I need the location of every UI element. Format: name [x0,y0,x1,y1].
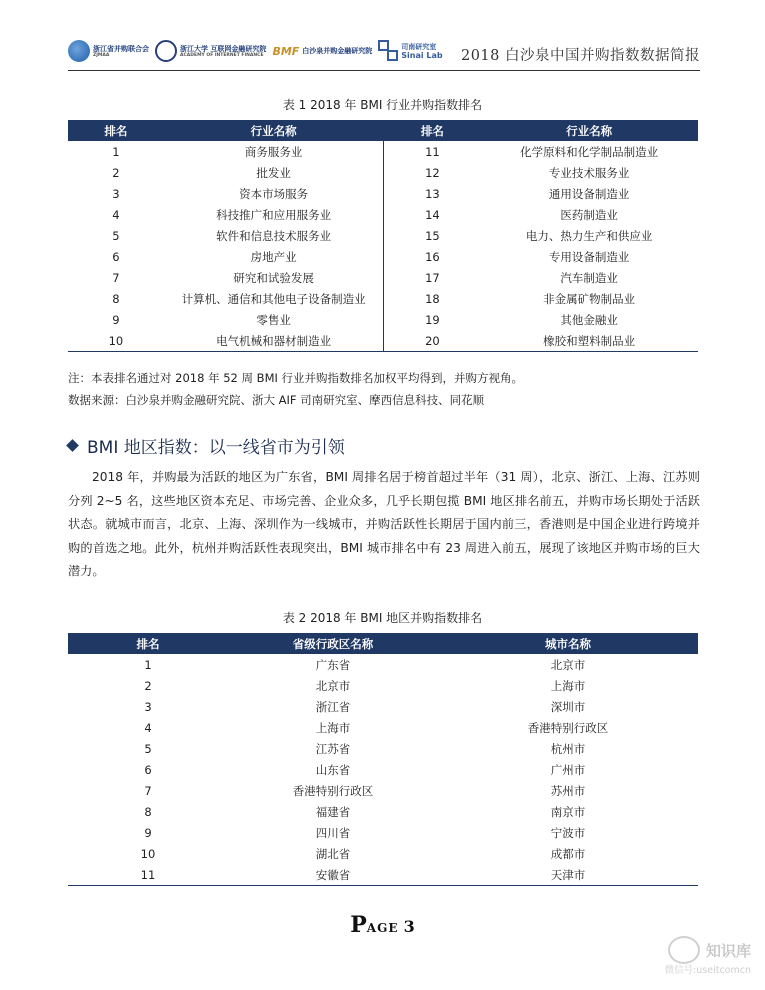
table-cell: 非金属矿物制品业 [543,291,636,306]
table-cell: 电力、热力生产和供应业 [525,228,653,243]
table-row [68,330,698,352]
table-cell: 江苏省 [315,741,351,756]
logo-bmf [272,45,372,58]
table-cell: 9 [144,825,152,840]
sinai-lab-icon [378,40,398,62]
table-cell: 商务服务业 [164,141,384,162]
table-cell: 通用设备制造业 [548,186,630,201]
table-row [68,309,698,330]
table-cell: 汽车制造业 [560,270,618,285]
table-cell: 医药制造业 [560,207,618,222]
region-ranking-table [68,633,698,886]
col-industry: 行业名称 [164,120,384,141]
table-cell: 3 [144,699,152,714]
table-cell: 10 [68,330,164,352]
table-cell: 20 [384,330,480,352]
table-cell: 零售业 [164,309,384,330]
table-row [68,717,698,738]
table-row [68,225,698,246]
watermark-account: 微信号:useitcomcn [664,965,751,976]
table-row [68,864,698,886]
table-row [68,759,698,780]
table-cell: 5 [112,228,120,243]
table-cell: 5 [144,741,152,756]
table-cell: 资本市场服务 [164,183,384,204]
table-cell: 北京市 [315,678,351,693]
table-cell: 苏州市 [550,783,586,798]
table-cell: 湖北省 [315,846,351,861]
page-prefix-big: P [350,912,367,938]
logo-name: 浙江省并购联合会 [93,44,149,53]
wechat-icon [668,936,700,964]
col-province: 省级行政区名称 [228,633,438,654]
table-cell: 15 [425,228,440,243]
report-title: 2018 白沙泉中国并购指数数据简报 [460,48,700,64]
col-rank: 排名 [384,120,480,141]
table-cell: 香港特别行政区 [527,720,609,735]
table-cell: 天津市 [438,864,698,886]
diamond-bullet-icon [66,439,79,452]
table1-caption: 表 1 2018 年 BMI 行业并购指数排名 [282,98,483,112]
table-cell: 18 [425,291,440,306]
table-cell: 深圳市 [550,699,586,714]
table-cell: 研究和试验发展 [164,267,384,288]
table-cell: 杭州市 [550,741,586,756]
table-cell: 四川省 [315,825,351,840]
table-cell: 7 [144,783,152,798]
table-cell: 专业技术服务业 [548,165,630,180]
table-cell: 房地产业 [164,246,384,267]
table-cell: 13 [425,186,440,201]
header-divider [68,70,700,71]
table-row [68,696,698,717]
watermark-brand: 知识库 [705,941,751,960]
logo-sinai [378,40,442,62]
col-rank: 排名 [68,633,228,654]
table-cell: 17 [425,270,440,285]
table2-caption: 表 2 2018 年 BMI 地区并购指数排名 [282,611,483,625]
logo-zju [155,40,266,62]
table-cell: 广州市 [550,762,586,777]
table-cell: 香港特别行政区 [292,783,374,798]
table-cell: 山东省 [315,762,351,777]
col-industry: 行业名称 [480,120,698,141]
page-prefix-small: AGE [366,921,399,935]
table-cell: 2 [144,678,152,693]
table-row [68,654,698,675]
table-cell: 6 [144,762,152,777]
table-cell: 12 [425,165,440,180]
zjmaa-emblem-icon [68,40,90,62]
table1-note: 注：本表排名通过对 2018 年 52 周 BMI 行业并购指数排名加权平均得到，并购方视角。 [68,371,524,385]
table-cell: 8 [144,804,152,819]
table-row [68,141,698,162]
table-row [68,738,698,759]
table-cell: 4 [112,207,120,222]
table-cell: 16 [425,249,440,264]
table-cell: 计算机、通信和其他电子设备制造业 [164,288,384,309]
logo-sub: Sinai Lab [401,50,443,60]
page-number-value: 3 [403,917,415,936]
table-cell: 橡胶和塑料制品业 [480,330,698,352]
table-cell: 11 [68,864,228,886]
table-row [68,246,698,267]
logo-name: 白沙泉并购金融研究院 [302,47,373,55]
logo-name: 浙江大学 [180,44,208,53]
table-cell: 北京市 [550,657,586,672]
zju-seal-icon [155,40,177,62]
table-cell: 成都市 [550,846,586,861]
table-cell: 上海市 [550,678,586,693]
table-row [68,843,698,864]
table-cell: 化学原料和化学制品制造业 [520,144,659,159]
table-cell: 11 [425,144,440,159]
table-cell: 10 [140,846,156,861]
table-cell: 3 [112,186,120,201]
table-row [68,780,698,801]
table-cell: 6 [112,249,120,264]
table-cell: 南京市 [550,804,586,819]
table-cell: 批发业 [164,162,384,183]
logo-zjmaa [68,40,149,62]
table-header-row [68,633,698,654]
section-heading [68,433,345,458]
table-cell: 安徽省 [228,864,438,886]
table-cell: 2 [112,165,120,180]
table-cell: 软件和信息技术服务业 [164,225,384,246]
table-cell: 科技推广和应用服务业 [164,204,384,225]
table1-source: 数据来源：白沙泉并购金融研究院、浙大 AIF 司南研究室、摩西信息科技、同花顺 [68,393,485,407]
table-cell: 1 [112,144,120,159]
table-cell: 浙江省 [315,699,351,714]
logo-sub: ACADEMY OF INTERNET FINANCE [180,52,264,58]
body-paragraph: 2018 年，并购最为活跃的地区为广东省，BMI 周排名居于榜首超过半年（31 周），北京、浙江、上海、江苏则分列 2~5 名，这些地区资本充足、市场完善、企业众多，几乎长期包揽 BMI 地区排名前五，并购市场长期处于活跃状态。就城市而言，北京、上海、深圳作为一线城市，并购活跃性长期居于国内前三，香港则是中国企业进行跨境并购的首选之地。此外，杭州并购活跃性表现突出，BMI 城市排名中有 23 周进入前五，展现了该地区并购市场的巨大潜力。 [68,470,700,578]
page-number [0,912,765,938]
bmf-mark-icon: BMF [272,44,300,58]
table-cell: 专用设备制造业 [548,249,630,264]
table-cell: 4 [144,720,152,735]
table-row [68,288,698,309]
table-cell: 上海市 [315,720,351,735]
industry-ranking-table [68,120,698,352]
table-header-row [68,120,698,141]
table-row [68,162,698,183]
table-row [68,267,698,288]
table-cell: 广东省 [315,657,351,672]
table-cell: 其他金融业 [560,312,618,327]
table-cell: 宁波市 [550,825,586,840]
section-title: BMI 地区指数：以一线省市为引领 [87,438,345,458]
table-cell: 14 [425,207,440,222]
table-row [68,675,698,696]
table-cell: 1 [144,657,152,672]
table-cell: 电气机械和器材制造业 [164,330,384,352]
table-cell: 福建省 [315,804,351,819]
col-city: 城市名称 [438,633,698,654]
table-cell: 7 [112,270,120,285]
table-cell: 8 [112,291,120,306]
table-cell: 9 [112,312,120,327]
table-row [68,822,698,843]
table-row [68,183,698,204]
col-rank: 排名 [68,120,164,141]
table-row [68,801,698,822]
logo-extra: 互联网金融研究院 [210,44,267,53]
table-cell: 19 [425,312,440,327]
logo-name: 司南研究室 [401,42,437,51]
watermark [668,936,751,964]
logo-sub: ZJMAA [93,52,110,58]
table-row [68,204,698,225]
logo-strip [68,38,443,64]
page-header [68,30,700,74]
